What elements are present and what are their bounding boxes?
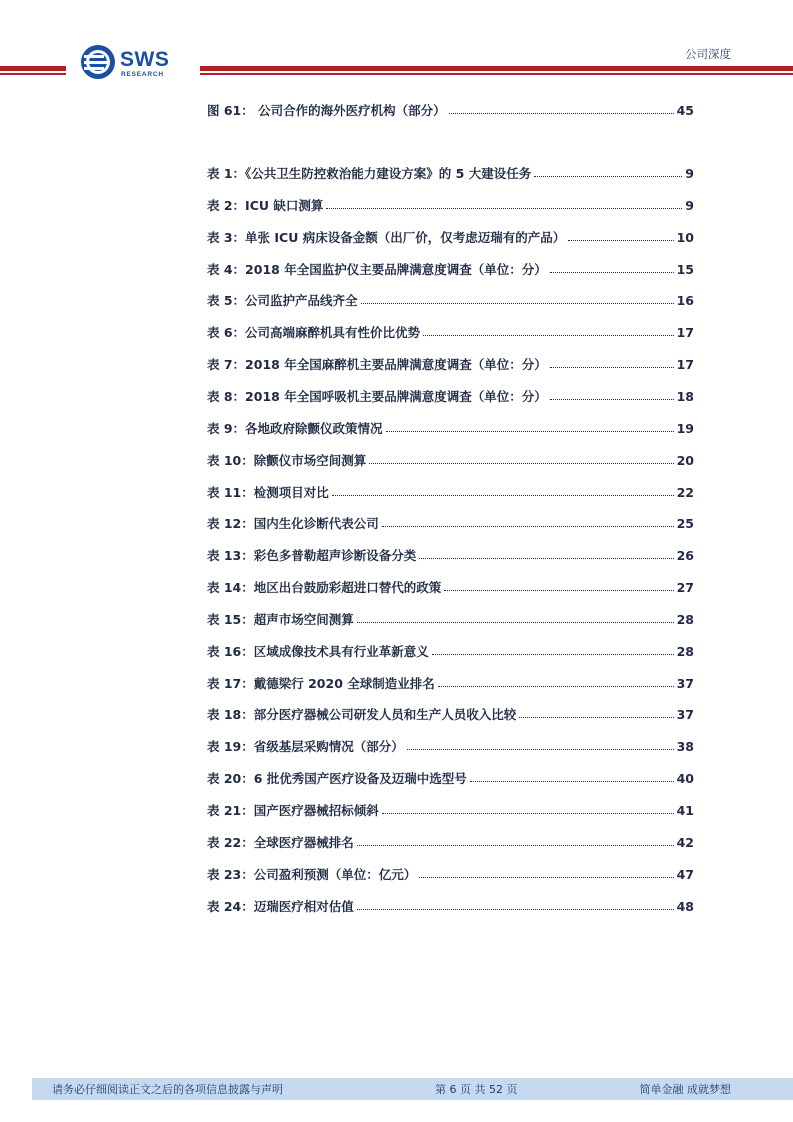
page-footer — [32, 1078, 793, 1100]
toc-entry-page: 45 — [676, 103, 694, 118]
toc-entry-label: 表 17：戴德梁行 2020 全球制造业排名 — [207, 675, 435, 691]
toc-entry[interactable] — [207, 260, 694, 278]
disclaimer-note: 请务必仔细阅读正文之后的各项信息披露与声明 — [52, 1083, 283, 1096]
toc-entry-label: 表 4：2018 年全国监护仪主要品牌满意度调查（单位：分） — [207, 261, 547, 277]
toc-entry-page: 18 — [676, 388, 694, 404]
toc-entry-page: 17 — [676, 325, 694, 341]
toc-entry[interactable] — [207, 674, 694, 692]
toc-entry-page: 19 — [676, 420, 694, 436]
toc-dot-leader — [419, 876, 673, 878]
toc-entry-label: 表 18：部分医疗器械公司研发人员和生产人员收入比较 — [207, 707, 517, 723]
toc-entry[interactable] — [207, 196, 694, 214]
toc-entry[interactable] — [207, 164, 694, 182]
toc-entry-page: 38 — [676, 739, 694, 755]
toc-entry[interactable] — [207, 642, 694, 660]
toc-entry[interactable] — [207, 323, 694, 341]
toc-dot-leader — [470, 780, 674, 782]
toc-dot-leader — [419, 557, 673, 559]
toc-entry-label: 表 9：各地政府除颤仪政策情况 — [207, 420, 383, 436]
sws-logo-icon — [80, 44, 116, 80]
toc-entry[interactable] — [207, 546, 694, 564]
toc-entry[interactable] — [207, 483, 694, 501]
toc-entry-page: 10 — [676, 229, 694, 245]
toc-dot-leader — [550, 398, 674, 400]
toc-entry-page: 40 — [676, 771, 694, 787]
toc-entry[interactable] — [207, 228, 694, 246]
toc-entry-page: 20 — [676, 452, 694, 468]
toc-entry-page: 37 — [676, 675, 694, 691]
header-rule-left — [0, 66, 66, 76]
toc-entry[interactable] — [207, 610, 694, 628]
page-number: 第 6 页 共 52 页 — [435, 1083, 518, 1096]
toc-entry[interactable] — [207, 355, 694, 373]
toc-entry-label: 表 8：2018 年全国呼吸机主要品牌满意度调查（单位：分） — [207, 388, 547, 404]
toc-dot-leader — [432, 653, 674, 655]
toc-entry[interactable] — [207, 705, 694, 723]
toc-dot-leader — [382, 525, 674, 527]
toc-entry[interactable] — [207, 769, 694, 787]
toc-entry-label: 表 1：《公共卫生防控救治能力建设方案》的 5 大建设任务 — [207, 166, 532, 181]
toc-dot-leader — [534, 175, 682, 177]
toc-entry[interactable] — [207, 387, 694, 405]
toc-entry-page: 27 — [676, 580, 694, 596]
toc-entry-label: 表 23：公司盈利预测（单位：亿元） — [207, 866, 417, 882]
toc-dot-leader — [361, 302, 674, 304]
toc-dot-leader — [423, 334, 674, 336]
toc-entry-page: 41 — [676, 803, 694, 818]
toc-entry-label: 表 11：检测项目对比 — [207, 484, 329, 500]
toc-entry-page: 9 — [685, 197, 694, 213]
toc-entry-label: 表 3：单张 ICU 病床设备金额（出厂价，仅考虑迈瑞有的产品） — [207, 229, 566, 245]
header-rule-right — [200, 66, 793, 76]
logo-subtext: RESEARCH — [121, 71, 164, 78]
toc-dot-leader — [357, 844, 674, 846]
toc-entry-page: 16 — [676, 293, 694, 309]
toc-entry-label: 表 12：国内生化诊断代表公司 — [207, 516, 379, 532]
toc-dot-leader — [386, 430, 674, 432]
toc-dot-leader — [449, 112, 674, 114]
toc-entry-page: 22 — [676, 484, 694, 500]
toc-entry-label: 表 20：6 批优秀国产医疗设备及迈瑞中选型号 — [207, 771, 467, 787]
toc-entry-label: 表 10：除颤仪市场空间测算 — [207, 452, 367, 468]
toc-entry-page: 47 — [676, 866, 694, 882]
toc-entry[interactable] — [207, 514, 694, 532]
toc-entry-page: 17 — [676, 357, 694, 373]
toc-dot-leader — [568, 239, 673, 241]
toc-entry-page: 25 — [676, 516, 694, 532]
toc-entry-label: 表 16：区域成像技术具有行业革新意义 — [207, 643, 429, 659]
toc-entry-label: 表 21：国产医疗器械招标倾斜 — [207, 803, 379, 818]
toc-dot-leader — [407, 748, 674, 750]
toc-entry-page: 48 — [676, 898, 694, 914]
toc-entry-label: 表 2：ICU 缺口测算 — [207, 197, 324, 213]
toc-dot-leader — [326, 207, 682, 209]
toc-entry[interactable] — [207, 833, 694, 851]
toc-entry-label: 表 7：2018 年全国麻醉机主要品牌满意度调查（单位：分） — [207, 357, 547, 373]
toc-entry[interactable] — [207, 865, 694, 883]
toc-entry[interactable] — [207, 897, 694, 915]
toc-dot-leader — [438, 685, 674, 687]
toc-entry-page: 42 — [676, 834, 694, 850]
toc-entry-label: 表 19：省级基层采购情况（部分） — [207, 739, 404, 755]
toc-dot-leader — [550, 366, 674, 368]
toc-entry-page: 9 — [685, 166, 694, 181]
toc-entry-label: 表 14：地区出台鼓励彩超进口替代的政策 — [207, 580, 442, 596]
toc-entry[interactable] — [207, 451, 694, 469]
toc-entry-label: 表 13：彩色多普勒超声诊断设备分类 — [207, 548, 417, 564]
toc-entry-page: 37 — [676, 707, 694, 723]
toc-dot-leader — [382, 812, 674, 814]
toc-entry-label: 图 61： 公司合作的海外医疗机构（部分） — [207, 103, 446, 118]
toc-dot-leader — [369, 462, 673, 464]
toc-dot-leader — [357, 908, 674, 910]
toc-entry-page: 28 — [676, 611, 694, 627]
doc-type-label: 公司深度 — [685, 47, 731, 61]
toc-dot-leader — [519, 716, 673, 718]
toc-dot-leader — [332, 494, 674, 496]
toc-dot-leader — [357, 621, 674, 623]
logo-wordmark: SWS — [120, 48, 170, 71]
toc-entry[interactable] — [207, 291, 694, 309]
page-header — [0, 0, 793, 90]
toc-entry-label: 表 5：公司监护产品线齐全 — [207, 293, 358, 309]
toc-entry-page: 15 — [676, 261, 694, 277]
toc-entry-label: 表 22：全球医疗器械排名 — [207, 834, 354, 850]
toc-dot-leader — [550, 271, 674, 273]
toc-entry[interactable] — [207, 419, 694, 437]
toc-entry-label: 表 15：超声市场空间测算 — [207, 611, 354, 627]
toc-entry[interactable] — [207, 801, 694, 819]
toc-dot-leader — [444, 589, 673, 591]
toc-entry[interactable] — [207, 101, 694, 119]
slogan: 简单金融 成就梦想 — [639, 1083, 731, 1096]
toc-entry[interactable] — [207, 578, 694, 596]
toc-entry[interactable] — [207, 737, 694, 755]
toc-entry-label: 表 6：公司高端麻醉机具有性价比优势 — [207, 325, 421, 341]
toc-entry-label: 表 24：迈瑞医疗相对估值 — [207, 898, 354, 914]
toc-entry-page: 28 — [676, 643, 694, 659]
sws-logo — [80, 42, 190, 82]
toc-entry-page: 26 — [676, 548, 694, 564]
